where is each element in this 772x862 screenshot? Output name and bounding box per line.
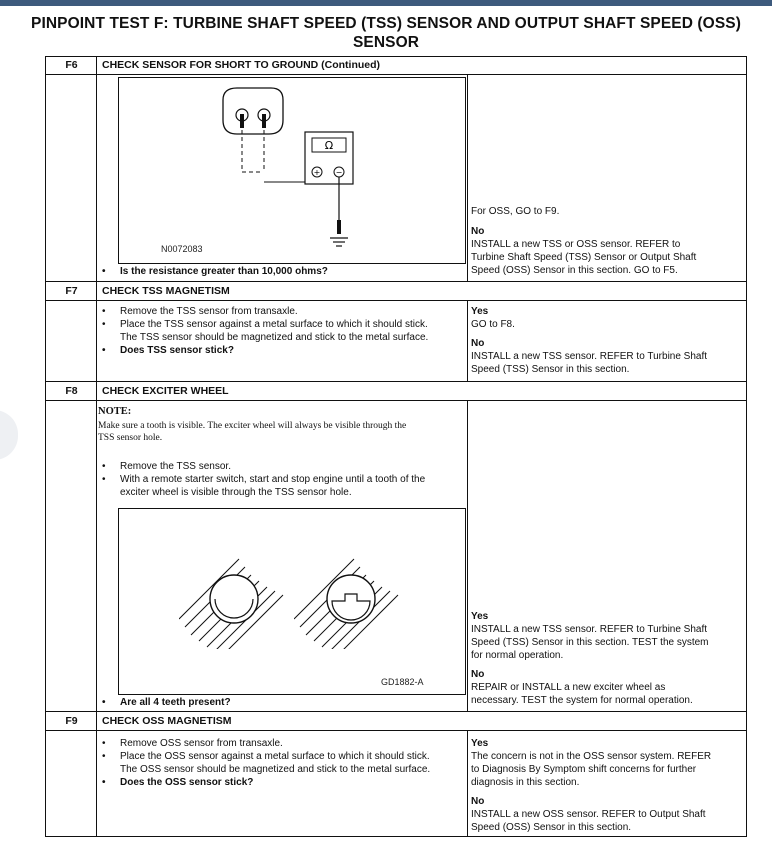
action-f7-2: • Place the TSS sensor against a metal surface to which it should stick. [102, 319, 428, 330]
title-line-1: PINPOINT TEST F: TURBINE SHAFT SPEED (TSS) SENSOR AND OUTPUT SHAFT SPEED (OSS) [31, 15, 741, 32]
question-f8: • Are all 4 teeth present? [102, 697, 231, 708]
probe-right [262, 114, 266, 128]
step-f9: F9 [65, 715, 78, 727]
sensor-hole-right [327, 575, 375, 623]
figure-id-f6: N0072083 [161, 244, 203, 254]
plus-label: + [313, 168, 321, 177]
result-f9-yes-line: to Diagnosis By Symptom shift concerns for further [471, 764, 697, 775]
row-divider [46, 400, 746, 401]
action-f8-2: • With a remote starter switch, start and stop engine until a tooth of the [102, 474, 426, 485]
result-f9-yes-line: diagnosis in this section. [471, 777, 580, 788]
row-divider [46, 711, 746, 712]
result-f9-no-label: No [471, 796, 485, 807]
action-f8-3: exciter wheel is visible through the TSS sensor hole. [120, 487, 352, 498]
result-f6-no-line: Speed (OSS) Sensor in this section. GO to F5. [471, 265, 678, 276]
result-f7-no-line: INSTALL a new TSS sensor. REFER to Turbine Shaft [471, 351, 708, 362]
result-f8-no-line: REPAIR or INSTALL a new exciter wheel as [471, 682, 666, 693]
row-divider [46, 381, 746, 382]
action-f9-1: • Remove OSS sensor from transaxle. [102, 738, 283, 749]
ohmmeter-diagram [119, 78, 465, 263]
note-text-f8 [98, 420, 468, 444]
probe-left [240, 114, 244, 128]
row-divider [46, 74, 746, 75]
result-column-divider-f6 [467, 75, 468, 281]
result-f8-yes-line: INSTALL a new TSS sensor. REFER to Turbine Shaft [471, 624, 708, 635]
result-f6-no-line: INSTALL a new TSS or OSS sensor. REFER to [471, 239, 681, 250]
action-f7-3: The TSS sensor should be magnetized and stick to the metal surface. [120, 332, 429, 343]
lead-left [242, 130, 260, 172]
question-f9: • Does the OSS sensor stick? [102, 777, 254, 788]
result-f7-yes-text: GO to F8. [471, 319, 515, 330]
step-f6: F6 [65, 59, 78, 71]
pinpoint-table [45, 56, 747, 837]
top-bar [0, 0, 772, 6]
ohm-symbol: Ω [324, 139, 334, 152]
question-f6: • Is the resistance greater than 10,000 ohms? [102, 266, 328, 277]
result-f8-yes-label: Yes [471, 611, 489, 622]
scroll-handle[interactable] [0, 410, 18, 460]
result-f6-no-line: Turbine Shaft Speed (TSS) Sensor or Output Shaft [471, 252, 697, 263]
action-f8-1: • Remove the TSS sensor. [102, 461, 231, 472]
result-f9 [471, 737, 743, 834]
sensor-hole-left [210, 575, 258, 623]
result-column-divider-f9 [467, 731, 468, 836]
minus-label: − [335, 168, 343, 177]
result-f6-yes-text: For OSS, GO to F9. [471, 206, 560, 217]
result-f7-yes-label: Yes [471, 306, 489, 317]
sensor-hole-illustration [119, 509, 465, 694]
step-f8: F8 [65, 385, 78, 397]
ground-probe [337, 220, 341, 234]
result-f7 [471, 305, 743, 376]
page-title [0, 14, 772, 52]
figure-id-f8: GD1882-A [381, 677, 424, 687]
result-f9-yes-line: The concern is not in the OSS sensor system. REFER [471, 751, 712, 762]
result-column-divider-f8 [467, 401, 468, 711]
heading-f9: CHECK OSS MAGNETISM [102, 715, 232, 727]
note-label-f8: NOTE: [98, 406, 132, 417]
result-f9-no-line: Speed (OSS) Sensor in this section. [471, 822, 632, 833]
connector-shape [223, 88, 283, 134]
note-line: TSS sensor hole. [98, 433, 163, 443]
result-f8-no-label: No [471, 669, 485, 680]
heading-f8: CHECK EXCITER WHEEL [102, 385, 229, 397]
result-f6 [471, 205, 743, 277]
exciter-wheel-diagram [118, 508, 466, 695]
result-f9-no-line: INSTALL a new OSS sensor. REFER to Output Shaft [471, 809, 706, 820]
row-divider [46, 730, 746, 731]
result-f7-no-line: Speed (TSS) Sensor in this section. [471, 364, 630, 375]
step-f7: F7 [65, 285, 78, 297]
title-line-2: SENSOR [352, 34, 420, 51]
action-f7-1: • Remove the TSS sensor from transaxle. [102, 306, 298, 317]
result-f8-no-line: necessary. TEST the system for normal operation. [471, 695, 693, 706]
result-f7-no-label: No [471, 338, 485, 349]
resistance-diagram [118, 77, 466, 264]
result-column-divider-f7 [467, 301, 468, 381]
result-f8-yes-line: for normal operation. [471, 650, 564, 661]
result-f8-yes-line: Speed (TSS) Sensor in this section. TEST the system [471, 637, 709, 648]
result-f8 [471, 610, 743, 707]
result-f6-no-label: No [471, 226, 485, 237]
row-divider [46, 300, 746, 301]
action-f9-2: • Place the OSS sensor against a metal surface to which it should stick. [102, 751, 430, 762]
heading-f7: CHECK TSS MAGNETISM [102, 285, 230, 297]
heading-f6: CHECK SENSOR FOR SHORT TO GROUND (Continued) [102, 59, 381, 71]
result-f9-yes-label: Yes [471, 738, 489, 749]
question-f7: • Does TSS sensor stick? [102, 345, 234, 356]
note-line: Make sure a tooth is visible. The exciter wheel will always be visible through the [98, 421, 407, 431]
row-divider [46, 281, 746, 282]
action-f9-3: The OSS sensor should be magnetized and stick to the metal surface. [120, 764, 431, 775]
